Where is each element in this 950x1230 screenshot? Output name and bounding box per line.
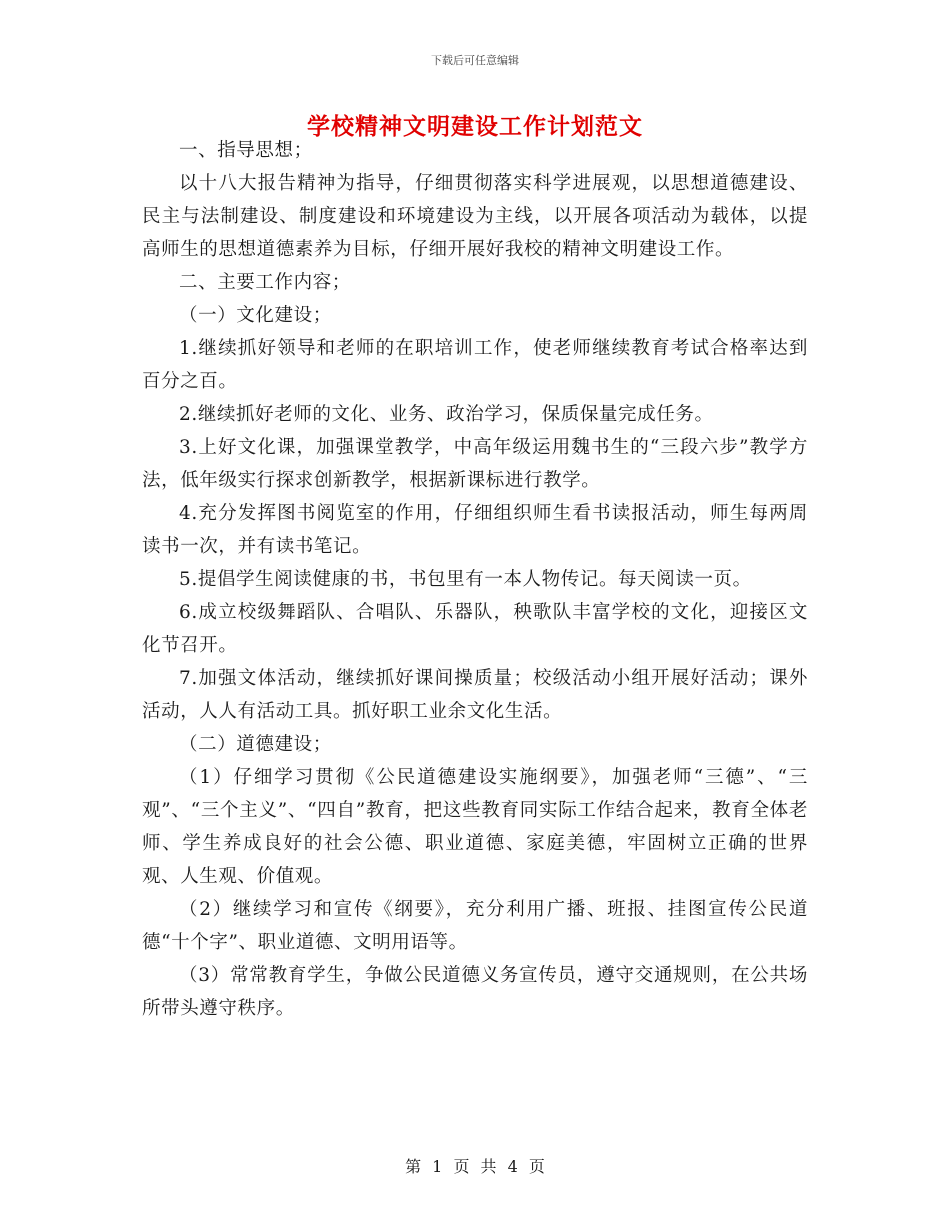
paragraph: （3）常常教育学生，争做公民道德义务宣传员，遵守交通规则，在公共场所带头遵守秩序。	[142, 965, 808, 1019]
paragraph: 2.继续抓好老师的文化、业务、政治学习，保质保量完成任务。	[179, 404, 714, 425]
paragraph: 6.成立校级舞蹈队、合唱队、乐器队，秧歌队丰富学校的文化，迎接区文化节召开。	[142, 602, 808, 656]
page-footer: 第 1 页 共 4 页	[405, 1157, 545, 1176]
paragraph: （一）文化建设；	[179, 305, 332, 326]
paragraph: 二、主要工作内容；	[179, 272, 351, 293]
paragraph: 一、指导思想；	[179, 140, 313, 161]
document-title: 学校精神文明建设工作计划范文	[307, 113, 643, 140]
document-body	[142, 134, 808, 1025]
paragraph: 4.充分发挥图书阅览室的作用，仔细组织师生看书读报活动，师生每两周读书一次，并有读书笔记。	[142, 503, 808, 557]
paragraph: 7.加强文体活动，继续抓好课间操质量；校级活动小组开展好活动；课外活动，人人有活动工具。抓好职工业余文化生活。	[142, 668, 808, 722]
paragraph: 5.提倡学生阅读健康的书，书包里有一本人物传记。每天阅读一页。	[179, 569, 752, 590]
paragraph: 3.上好文化课，加强课堂教学，中高年级运用魏书生的“三段六步”教学方法，低年级实行探求创新教学，根据新课标进行教学。	[142, 437, 808, 491]
paragraph: 1.继续抓好领导和老师的在职培训工作，使老师继续教育考试合格率达到百分之百。	[142, 338, 808, 392]
paragraph: （2）继续学习和宣传《纲要》，充分利用广播、班报、挂图宣传公民道德“十个字”、职业道德、文明用语等。	[142, 899, 808, 953]
page-header: 下载后可任意编辑	[431, 54, 519, 67]
paragraph: （1）仔细学习贯彻《公民道德建设实施纲要》，加强老师“三德”、“三观”、“三个主义”、“四自”教育，把这些教育同实际工作结合起来，教育全体老师、学生养成良好的社会公德、职业道德、家庭美德，牢固树立正确的世界观、人生观、价值观。	[142, 767, 808, 887]
paragraph: （二）道德建设；	[179, 734, 332, 755]
paragraph: 以十八大报告精神为指导，仔细贯彻落实科学进展观，以思想道德建设、民主与法制建设、制度建设和环境建设为主线，以开展各项活动为载体，以提高师生的思想道德素养为目标，仔细开展好我校的精神文明建设工作。	[142, 173, 808, 260]
